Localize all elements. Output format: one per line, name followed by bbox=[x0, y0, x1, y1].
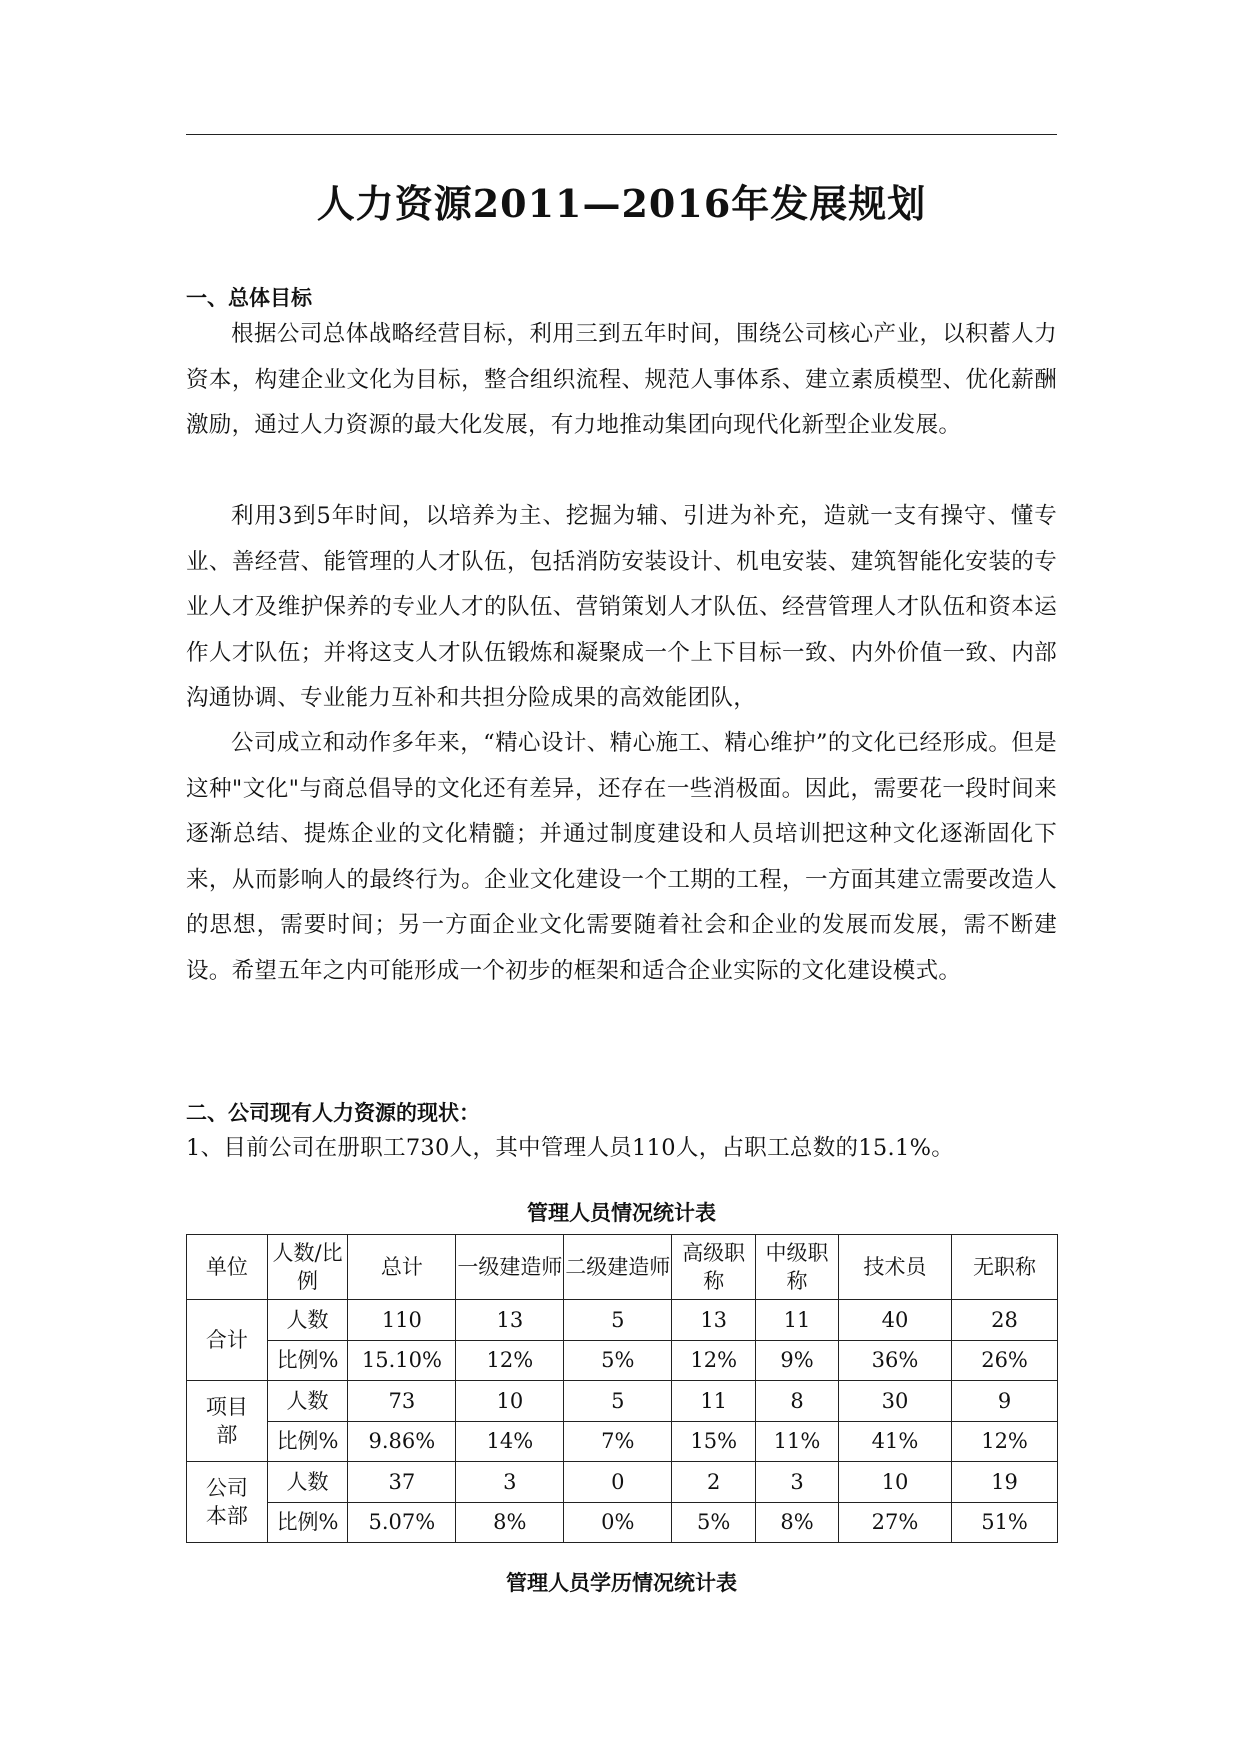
table-cell: 3 bbox=[756, 1462, 839, 1503]
header-cell: 人数/比例 bbox=[267, 1235, 348, 1300]
table2-title: 管理人员学历情况统计表 bbox=[506, 1571, 737, 1595]
table-cell: 28 bbox=[952, 1300, 1058, 1341]
table-row bbox=[187, 1300, 1058, 1341]
table-cell: 15% bbox=[672, 1421, 756, 1462]
table-row bbox=[187, 1340, 1058, 1381]
header-cell: 单位 bbox=[187, 1235, 268, 1300]
table-cell: 5 bbox=[564, 1381, 672, 1422]
header-cell: 中级职称 bbox=[756, 1235, 839, 1300]
row-label-cell: 人数 bbox=[267, 1462, 348, 1503]
table-cell: 11 bbox=[756, 1300, 839, 1341]
table-cell: 5 bbox=[564, 1300, 672, 1341]
table1-title: 管理人员情况统计表 bbox=[527, 1201, 716, 1225]
table-cell: 5.07% bbox=[348, 1502, 456, 1543]
table-cell: 0 bbox=[564, 1462, 672, 1503]
table-cell: 37 bbox=[348, 1462, 456, 1503]
header-cell: 总计 bbox=[348, 1235, 456, 1300]
row-label-cell: 比例% bbox=[267, 1421, 348, 1462]
table-cell: 5% bbox=[672, 1502, 756, 1543]
table-cell: 11% bbox=[756, 1421, 839, 1462]
table-cell: 12% bbox=[952, 1421, 1058, 1462]
table-cell: 36% bbox=[838, 1340, 951, 1381]
table-cell: 8% bbox=[756, 1502, 839, 1543]
status-item-1: 1、目前公司在册职工730人，其中管理人员110人，占职工总数的15.1%。 bbox=[186, 1135, 955, 1161]
management-stats-table bbox=[186, 1234, 1058, 1543]
table-cell: 51% bbox=[952, 1502, 1058, 1543]
table-cell: 13 bbox=[672, 1300, 756, 1341]
table-cell: 9 bbox=[952, 1381, 1058, 1422]
table-cell: 12% bbox=[456, 1340, 564, 1381]
table-cell: 27% bbox=[838, 1502, 951, 1543]
table-cell: 12% bbox=[672, 1340, 756, 1381]
paragraph-goals-1: 根据公司总体战略经营目标，利用三到五年时间，围绕公司核心产业，以积蓄人力资本，构建企业文化为目标，整合组织流程、规范人事体系、建立素质模型、优化薪酬激励，通过人力资源的最大化发展，有力地推动集团向现代化新型企业发展。 bbox=[186, 321, 1057, 438]
table-cell: 19 bbox=[952, 1462, 1058, 1503]
table-cell: 0% bbox=[564, 1502, 672, 1543]
table-row bbox=[187, 1381, 1058, 1422]
unit-cell: 公司本部 bbox=[187, 1462, 268, 1543]
paragraph-goals-3: 公司成立和动作多年来，“精心设计、精心施工、精心维护”的文化已经形成。但是这种"文化"与商总倡导的文化还有差异，还存在一些消极面。因此，需要花一段时间来逐渐总结、提炼企业的文化精髓；并通过制度建设和人员培训把这种文化逐渐固化下来，从而影响人的最终行为。企业文化建设一个工期的工程，一方面其建立需要改造人的思想，需要时间；另一方面企业文化需要随着社会和企业的发展而发展，需不断建设。希望五年之内可能形成一个初步的框架和适合企业实际的文化建设模式。 bbox=[186, 730, 1057, 984]
table-cell: 9.86% bbox=[348, 1421, 456, 1462]
section-heading-status: 二、公司现有人力资源的现状： bbox=[186, 1101, 480, 1125]
header-cell: 一级建造师 bbox=[456, 1235, 564, 1300]
table-cell: 8 bbox=[756, 1381, 839, 1422]
table-row bbox=[187, 1462, 1058, 1503]
row-label-cell: 人数 bbox=[267, 1381, 348, 1422]
table-cell: 11 bbox=[672, 1381, 756, 1422]
header-cell: 无职称 bbox=[952, 1235, 1058, 1300]
table-cell: 73 bbox=[348, 1381, 456, 1422]
table-cell: 13 bbox=[456, 1300, 564, 1341]
document-title: 人力资源2011—2016年发展规划 bbox=[316, 181, 927, 226]
table-cell: 8% bbox=[456, 1502, 564, 1543]
paragraph-goals-2: 利用3到5年时间，以培养为主、挖掘为辅、引进为补充，造就一支有操守、懂专业、善经营、能管理的人才队伍，包括消防安装设计、机电安装、建筑智能化安装的专业人才及维护保养的专业人才的队伍、营销策划人才队伍、经营管理人才队伍和资本运作人才队伍；并将这支人才队伍锻炼和凝聚成一个上下目标一致、内外价值一致、内部沟通协调、专业能力互补和共担分险成果的高效能团队， bbox=[186, 503, 1057, 711]
unit-cell: 项目部 bbox=[187, 1381, 268, 1462]
header-cell: 高级职称 bbox=[672, 1235, 756, 1300]
header-cell: 二级建造师 bbox=[564, 1235, 672, 1300]
row-label-cell: 比例% bbox=[267, 1502, 348, 1543]
row-label-cell: 比例% bbox=[267, 1340, 348, 1381]
row-label-cell: 人数 bbox=[267, 1300, 348, 1341]
table-cell: 7% bbox=[564, 1421, 672, 1462]
header-rule bbox=[186, 134, 1057, 135]
table-cell: 10 bbox=[838, 1462, 951, 1503]
table-cell: 26% bbox=[952, 1340, 1058, 1381]
table-cell: 15.10% bbox=[348, 1340, 456, 1381]
table-cell: 5% bbox=[564, 1340, 672, 1381]
table-cell: 9% bbox=[756, 1340, 839, 1381]
table-cell: 2 bbox=[672, 1462, 756, 1503]
table-cell: 41% bbox=[838, 1421, 951, 1462]
table-cell: 110 bbox=[348, 1300, 456, 1341]
header-cell: 技术员 bbox=[838, 1235, 951, 1300]
table-cell: 10 bbox=[456, 1381, 564, 1422]
table-header-row bbox=[187, 1235, 1058, 1300]
table-cell: 30 bbox=[838, 1381, 951, 1422]
table-cell: 40 bbox=[838, 1300, 951, 1341]
table-row bbox=[187, 1421, 1058, 1462]
table-cell: 14% bbox=[456, 1421, 564, 1462]
table-cell: 3 bbox=[456, 1462, 564, 1503]
table-row bbox=[187, 1502, 1058, 1543]
unit-cell: 合计 bbox=[187, 1300, 268, 1381]
section-heading-goals: 一、总体目标 bbox=[186, 286, 312, 310]
